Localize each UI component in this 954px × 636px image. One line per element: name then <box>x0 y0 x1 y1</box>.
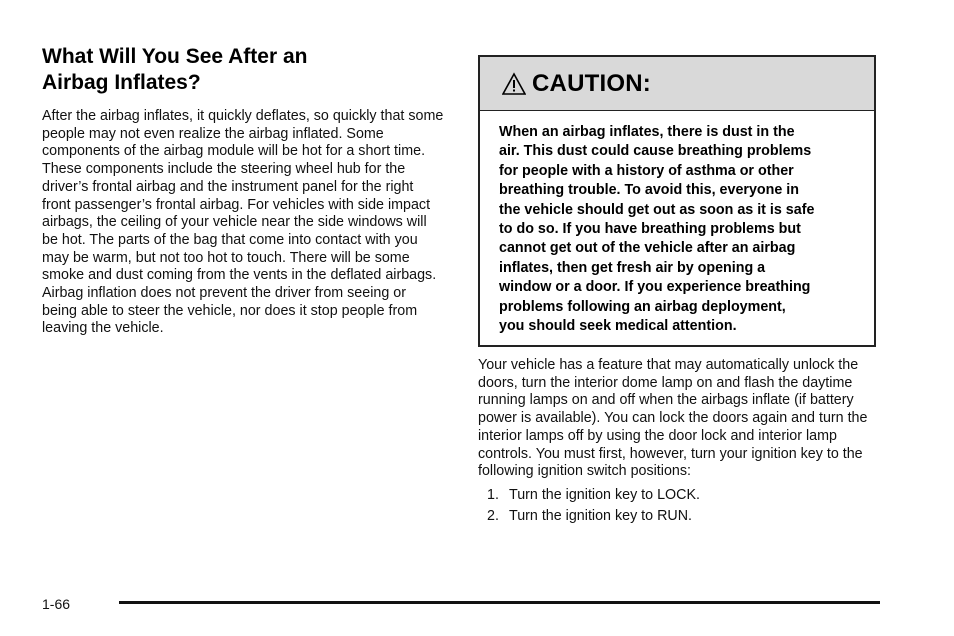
list-item <box>478 485 878 506</box>
section-heading-line-2: Airbag Inflates? <box>42 71 201 94</box>
footer-rule <box>119 601 880 604</box>
caution-line: problems following an airbag deployment, <box>499 298 786 315</box>
section-body-paragraph: After the airbag inflates, it quickly deflates, so quickly that some people may not even realize the airbag inflated. Some components of the airbag module will be hot for a short time. These components include the steering wheel hub for the driver’s frontal airbag and the instrument panel for the right front passenger’s frontal airbag. For vehicles with side impact airbags, the ceiling of your vehicle near the side windows will be hot. The parts of the bag that come into contact with you may be warm, but not too hot to touch. There will be some smoke and dust coming from the vents in the deflated airbags. Airbag inflation does not prevent the driver from seeing or being able to steer the vehicle, nor does it stop people from leaving the vehicle. <box>42 108 444 337</box>
ignition-steps-list <box>478 485 878 527</box>
right-column <box>478 357 878 527</box>
caution-line: air. This dust could cause breathing problems <box>499 143 812 160</box>
list-item <box>478 506 878 527</box>
caution-title: CAUTION: <box>532 69 651 97</box>
caution-box <box>478 55 876 347</box>
caution-line: you should seek medical attention. <box>499 318 737 335</box>
left-column <box>42 44 444 338</box>
step-number: 1. <box>487 486 499 503</box>
section-heading-line-1: What Will You See After an <box>42 45 308 68</box>
caution-line: the vehicle should get out as soon as it is safe <box>499 201 815 218</box>
caution-line: inflates, then get fresh air by opening a <box>499 259 766 276</box>
section-heading <box>42 44 444 96</box>
caution-line: When an airbag inflates, there is dust in the <box>499 124 795 140</box>
caution-line: window or a door. If you experience breathing <box>499 279 811 296</box>
caution-header <box>480 57 874 111</box>
feature-body-paragraph: Your vehicle has a feature that may automatically unlock the doors, turn the interior dome lamp on and flash the daytime running lamps on and off when the airbags inflate (if battery power is available). You can lock the doors again and turn the interior lamps off by using the door lock and interior lamp controls. You must first, however, turn your ignition key to the following ignition switch positions: <box>478 357 868 480</box>
warning-triangle-icon <box>502 72 526 96</box>
step-number: 2. <box>487 507 499 524</box>
step-text: Turn the ignition key to LOCK. <box>509 486 700 503</box>
caution-line: to do so. If you have breathing problems but <box>499 221 801 238</box>
caution-line: breathing trouble. To avoid this, everyone in <box>499 182 800 199</box>
step-text: Turn the ignition key to RUN. <box>509 507 693 524</box>
caution-text <box>480 111 874 336</box>
caution-line: cannot get out of the vehicle after an airbag <box>499 240 796 257</box>
page-number: 1-66 <box>42 596 71 612</box>
caution-line: for people with a history of asthma or other <box>499 162 794 179</box>
